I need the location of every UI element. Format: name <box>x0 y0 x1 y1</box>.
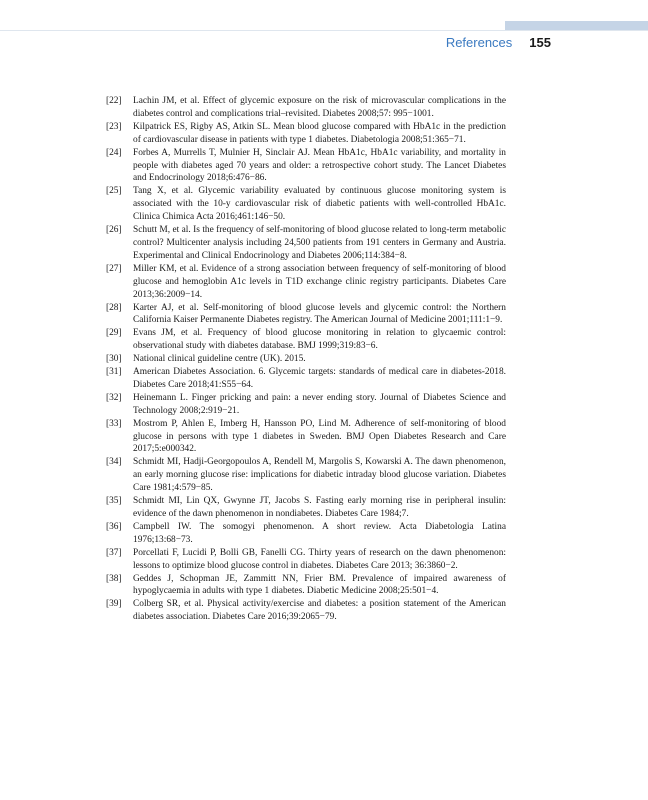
reference-item <box>106 573 506 599</box>
reference-text: Kilpatrick ES, Rigby AS, Atkin SL. Mean blood glucose compared with HbA1c in the prediction of cardiovascular disease in patients with type 1 diabetes. Diabetologia 2008;51:365−71. <box>133 121 506 145</box>
reference-number: [36] <box>106 521 122 532</box>
reference-item <box>106 224 506 263</box>
header-accent-bar <box>505 21 648 30</box>
reference-number: [23] <box>106 121 122 132</box>
reference-text: Schmidt MI, Hadji-Georgopoulos A, Rendell M, Margolis S, Kowarski A. The dawn phenomenon, an early morning glucose rise: implications for diabetic intraday blood glucose variation. Diabetes Care 1981;4:579−85. <box>133 457 506 494</box>
reference-item <box>106 456 506 495</box>
reference-item <box>106 121 506 147</box>
reference-text: Heinemann L. Finger pricking and pain: a never ending story. Journal of Diabetes Science and Technology 2008;2:919−21. <box>133 392 506 416</box>
reference-item <box>106 521 506 547</box>
reference-item <box>106 185 506 224</box>
reference-text: Evans JM, et al. Frequency of blood glucose monitoring in relation to glycaemic control: observational study with diabetes database. BMJ 1999;319:83−6. <box>133 328 506 352</box>
reference-number: [35] <box>106 496 122 507</box>
reference-number: [22] <box>106 96 122 106</box>
reference-number: [29] <box>106 328 122 339</box>
reference-item <box>106 495 506 521</box>
reference-number: [25] <box>106 186 122 197</box>
reference-number: [27] <box>106 263 122 274</box>
reference-number: [28] <box>106 302 122 313</box>
section-label: References <box>445 35 513 50</box>
reference-number: [34] <box>106 457 122 468</box>
reference-text: Schmidt MI, Lin QX, Gwynne JT, Jacobs S. Fasting early morning rise in peripheral insulin: evidence of the dawn phenomenon in nondiabetes. Diabetes Care 1984;7. <box>133 496 506 519</box>
reference-text: Miller KM, et al. Evidence of a strong association between frequency of self-monitoring of blood glucose and hemoglobin A1c levels in T1D exchange clinic registry participants. Diabetes Care 2013;36:2009−14. <box>133 263 506 300</box>
reference-item <box>106 302 506 328</box>
reference-item <box>106 95 506 121</box>
reference-number: [37] <box>106 547 122 558</box>
reference-text: National clinical guideline centre (UK). 2015. <box>133 354 306 365</box>
reference-text: Campbell IW. The somogyi phenomenon. A short review. Acta Diabetologia Latina 1976;13:68−73. <box>133 521 506 545</box>
reference-item <box>106 147 506 186</box>
reference-number: [38] <box>106 573 122 584</box>
reference-number: [39] <box>106 599 122 610</box>
reference-text: Schutt M, et al. Is the frequency of self-monitoring of blood glucose related to long-term metabolic control? Multicenter analysis including 24,500 patients from 191 centers in Germany and Austria. Experimental and Clinical Endocrinology and Diabetes 2006;114:384−8. <box>133 225 506 261</box>
reference-text: Lachin JM, et al. Effect of glycemic exposure on the risk of microvascular complications in the diabetes control and complications trial–revisited. Diabetes 2008;57: 995−1001. <box>133 96 506 119</box>
reference-text: Geddes J, Schopman JE, Zammitt NN, Frier BM. Prevalence of impaired awareness of hypoglycaemia in adults with type 1 diabetes. Diabetic Medicine 2008;25:501−4. <box>133 573 506 597</box>
header-divider <box>0 30 648 31</box>
reference-text: Mostrom P, Ahlen E, Imberg H, Hansson PO, Lind M. Adherence of self-monitoring of blood glucose in persons with type 1 diabetes in Sweden. BMJ Open Diabetes Research and Care 2017;5:e000342. <box>133 418 506 455</box>
reference-text: Porcellati F, Lucidi P, Bolli GB, Fanelli CG. Thirty years of research on the dawn phenomenon: lessons to optimize blood glucose control in diabetes. Diabetes Care 2013; 36:3860−2. <box>133 547 506 571</box>
reference-text: Karter AJ, et al. Self-monitoring of blood glucose levels and glycemic control: the Northern California Kaiser Permanente Diabetes registry. The American Journal of Medicine 2001;111:1−9. <box>133 302 506 326</box>
reference-item <box>106 392 506 418</box>
reference-number: [26] <box>106 225 122 236</box>
reference-item <box>106 547 506 573</box>
reference-text: Tang X, et al. Glycemic variability evaluated by continuous glucose monitoring system is associated with the 10-y cardiovascular risk of diabetic patients with well-controlled HbA1c. Clinica Chimica Acta 2016;461:146−50. <box>133 186 506 223</box>
reference-item <box>106 263 506 302</box>
reference-text: Colberg SR, et al. Physical activity/exercise and diabetes: a position statement of the American diabetes association. Diabetes Care 2016;39:2065−79. <box>133 599 506 623</box>
reference-number: [30] <box>106 354 122 365</box>
reference-item <box>106 598 506 624</box>
reference-number: [32] <box>106 392 122 403</box>
reference-item <box>106 418 506 457</box>
reference-number: [31] <box>106 367 122 378</box>
reference-number: [33] <box>106 418 122 429</box>
page-number: 155 <box>529 35 551 50</box>
reference-text: Forbes A, Murrells T, Mulnier H, Sinclair AJ. Mean HbA1c, HbA1c variability, and mortality in people with diabetes aged 70 years and older: a retrospective cohort study. The Lancet Diabetes and Endocrinology 2018;6:476−86. <box>133 147 506 184</box>
reference-item <box>106 327 506 353</box>
reference-list <box>106 95 506 624</box>
reference-text: American Diabetes Association. 6. Glycemic targets: standards of medical care in diabetes-2018. Diabetes Care 2018;41:S55−64. <box>133 367 506 390</box>
reference-item <box>106 366 506 392</box>
running-head <box>380 35 551 50</box>
reference-number: [24] <box>106 147 122 158</box>
reference-item <box>106 353 506 366</box>
